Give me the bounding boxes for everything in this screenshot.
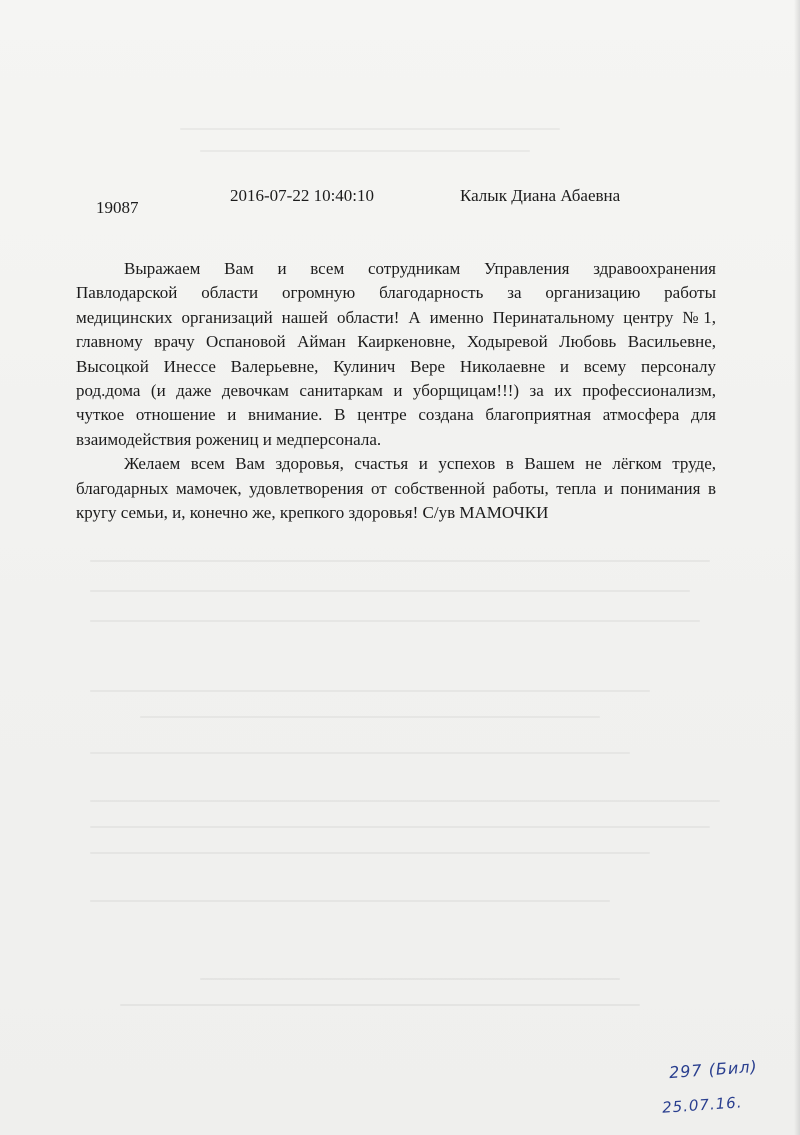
bleed-through-mark <box>180 128 560 130</box>
bleed-through-mark <box>90 852 650 854</box>
bleed-through-mark <box>90 690 650 692</box>
letter-line: чуткое отношение и внимание. В центре создана благоприятная атмосфера для <box>76 405 716 425</box>
letter-line: взаимодействия рожениц и медперсонала. <box>76 429 382 449</box>
scan-edge-shadow <box>794 0 800 1135</box>
handwritten-registration-date: 25.07.16. <box>661 1093 744 1117</box>
request-number: 19087 <box>96 198 139 217</box>
bleed-through-mark <box>90 800 720 802</box>
letter-line: Выражаем Вам и всем сотрудникам Управления здравоохранения <box>124 259 716 278</box>
bleed-through-mark <box>90 590 690 592</box>
bleed-through-mark <box>90 560 710 562</box>
handwritten-registration-number: 297 (Бил) <box>668 1056 759 1083</box>
letter-line: кругу семьи, и, конечно же, крепкого здоровья! С/ув МАМОЧКИ <box>76 503 549 523</box>
bleed-through-mark <box>200 150 530 152</box>
bleed-through-mark <box>90 826 710 828</box>
bleed-through-mark <box>200 978 620 980</box>
letter-line: Желаем всем Вам здоровья, счастья и успехов в Вашем не лёгком труде, <box>124 454 716 474</box>
letter-line: главному врачу Оспановой Айман Каиркеновне, Ходыревой Любовь Васильевне, <box>76 332 716 352</box>
letter-line: Высоцкой Инессе Валерьевне, Кулинич Вере Николаевне и всему персоналу <box>76 356 716 376</box>
letter-body <box>76 257 716 525</box>
bleed-through-mark <box>90 620 700 622</box>
bleed-through-mark <box>90 900 610 902</box>
request-author: Калык Диана Абаевна <box>460 186 621 205</box>
request-datetime: 2016-07-22 10:40:10 <box>230 186 375 205</box>
bleed-through-mark <box>90 752 630 754</box>
letter-line: род.дома (и даже девочкам санитаркам и уборщицам!!!) за их профессионализм, <box>76 381 716 401</box>
letter-paragraph-1 <box>76 257 716 452</box>
bleed-through-mark <box>140 716 600 718</box>
letter-paragraph-2 <box>76 452 716 525</box>
letter-line: Павлодарской области огромную благодарность за организацию работы <box>76 283 716 303</box>
letter-line: благодарных мамочек, удовлетворения от собственной работы, тепла и понимания в <box>76 478 716 498</box>
bleed-through-mark <box>120 1004 640 1006</box>
letter-line: медицинских организаций нашей области! А именно Перинатальному центру №1, <box>76 307 716 327</box>
